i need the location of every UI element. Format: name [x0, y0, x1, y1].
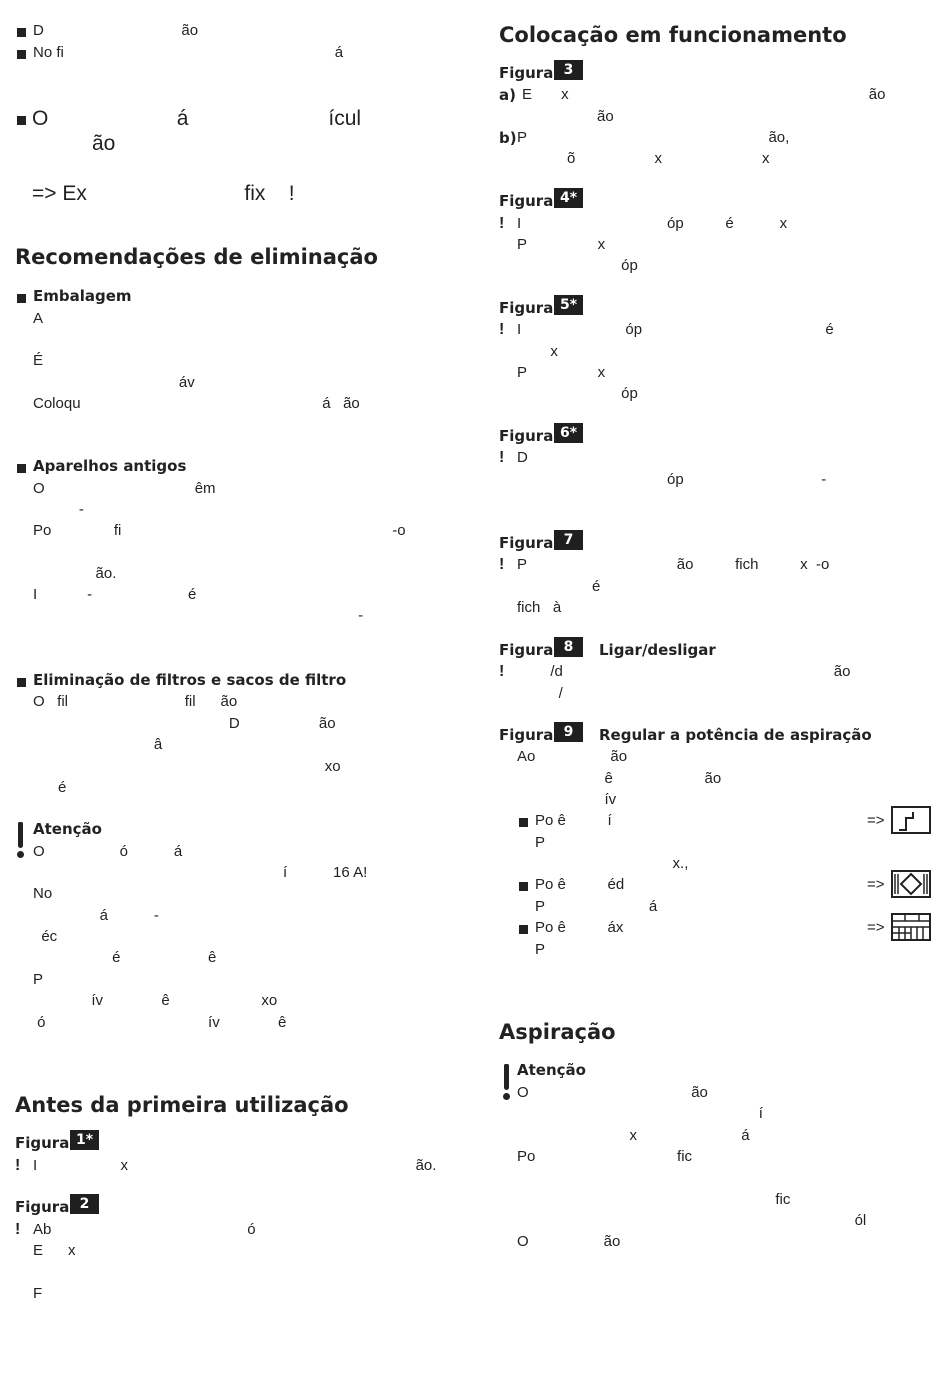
- attention-line: éc: [33, 928, 58, 945]
- exclamation-icon: !: [499, 663, 505, 680]
- power-option-line: P: [535, 834, 546, 851]
- old-devices-line: -: [33, 501, 84, 518]
- figure-number-badge: 2: [70, 1194, 99, 1214]
- vacuuming-title: Aspiração: [499, 1020, 616, 1044]
- figure-8-line: /d ão: [517, 663, 851, 680]
- figure-number-badge: 6*: [554, 423, 583, 443]
- attention-line: ól: [517, 1212, 867, 1229]
- power-option-line: Po ê í: [535, 812, 612, 829]
- packaging-heading: Embalagem: [33, 287, 132, 305]
- attention-line: á -: [33, 907, 159, 924]
- exclamation-icon: [15, 822, 27, 860]
- arrow: =>: [867, 919, 885, 936]
- figure-number-badge: 8: [554, 637, 583, 657]
- old-devices-line: ão.: [33, 565, 117, 582]
- figure-7-line: fich à: [517, 599, 562, 616]
- figure-8-line: /: [517, 685, 563, 702]
- figure-label: Figura: [499, 534, 554, 552]
- intro-hint: => Ex fix !: [32, 182, 295, 205]
- exclamation-icon: !: [15, 1157, 21, 1174]
- rug-icon: [891, 870, 931, 898]
- bullet: [519, 818, 528, 827]
- attention-line: í: [517, 1105, 763, 1122]
- figure-5-line: I óp é: [517, 321, 834, 338]
- filters-line: xo: [33, 758, 341, 775]
- old-devices-line: Po fi -o: [33, 522, 406, 539]
- step-b-line: õ x x: [517, 150, 770, 167]
- figure-4-line: I óp é x: [517, 215, 788, 232]
- figure-5-line: óp: [517, 385, 638, 402]
- filters-line: é: [33, 779, 67, 796]
- filters-line: D ão: [33, 715, 336, 732]
- bullet: [17, 294, 26, 303]
- figure-label: Figura: [499, 64, 554, 82]
- bullet: [17, 50, 26, 59]
- figure-9-line: ív: [517, 791, 617, 808]
- figure-label: Figura: [499, 427, 554, 445]
- intro-line-1: D ão: [33, 22, 199, 39]
- exclamation-icon: !: [499, 449, 505, 466]
- figure-6-line: D: [517, 449, 528, 466]
- attention-heading: Atenção: [33, 820, 102, 838]
- attention-line: ív ê xo: [33, 992, 278, 1009]
- attention-line: í 16 A!: [33, 864, 368, 881]
- figure-number-badge: 3: [554, 60, 583, 80]
- figure-number-badge: 5*: [554, 295, 583, 315]
- figure-5-line: P x: [517, 364, 606, 381]
- disposal-title: Recomendações de eliminação: [15, 245, 378, 269]
- floor-icon: [891, 913, 931, 941]
- curtain-icon: [891, 806, 931, 834]
- bullet: [519, 882, 528, 891]
- attention-line: x á: [517, 1127, 750, 1144]
- power-option-line: x.,: [535, 855, 689, 872]
- attention-line: Po fic: [517, 1148, 693, 1165]
- attention-line: P: [33, 971, 44, 988]
- figure-2-line: Ab ó: [33, 1221, 256, 1238]
- attention-line: ó ív ê: [33, 1014, 287, 1031]
- figure-number-badge: 4*: [554, 188, 583, 208]
- figure-number-badge: 9: [554, 722, 583, 742]
- figure-label: Figura: [499, 192, 554, 210]
- filters-line: O fil fil ão: [33, 693, 238, 710]
- figure-number-badge: 7: [554, 530, 583, 550]
- figure-label: Figura: [15, 1198, 70, 1216]
- exclamation-icon: !: [499, 321, 505, 338]
- packaging-line: áv: [33, 374, 195, 391]
- start-title: Colocação em funcionamento: [499, 23, 847, 47]
- exclamation-icon: !: [499, 556, 505, 573]
- intro-line-2: No fi á: [33, 44, 344, 61]
- figure-4-line: P x: [517, 236, 606, 253]
- filters-heading: Eliminação de filtros e sacos de filtro: [33, 671, 347, 689]
- step-a-label: a): [499, 86, 516, 104]
- power-option-line: Po ê éd: [535, 876, 625, 893]
- packaging-line: A: [33, 310, 44, 327]
- attention-line: O ão: [517, 1084, 708, 1101]
- step-a-line: E x ão: [522, 86, 886, 103]
- old-devices-line: O êm: [33, 480, 216, 497]
- old-devices-line: -: [33, 607, 364, 624]
- old-devices-line: I - é: [33, 586, 197, 603]
- attention-line: O ó á: [33, 843, 183, 860]
- bullet: [519, 925, 528, 934]
- figure-label: Figura: [499, 726, 554, 744]
- step-a-line: ão: [522, 108, 614, 125]
- attention-line: fic: [517, 1191, 791, 1208]
- figure-2-line: F: [33, 1285, 43, 1302]
- figure-7-line: é: [517, 578, 601, 595]
- intro-line-3: O á ícul: [32, 107, 362, 130]
- power-option-line: P: [535, 941, 546, 958]
- figure-8-title: Ligar/desligar: [599, 641, 716, 659]
- figure-1-line: I x ão.: [33, 1157, 437, 1174]
- intro-line-4: ão: [92, 132, 116, 155]
- old-devices-heading: Aparelhos antigos: [33, 457, 187, 475]
- power-option-line: P á: [535, 898, 658, 915]
- bullet: [17, 28, 26, 37]
- attention-line: O ão: [517, 1233, 621, 1250]
- bullet: [17, 116, 26, 125]
- bullet: [17, 464, 26, 473]
- packaging-line: Coloqu á ão: [33, 395, 360, 412]
- figure-9-line: ê ão: [517, 770, 722, 787]
- figure-2-line: E x: [33, 1242, 76, 1259]
- arrow: =>: [867, 876, 885, 893]
- exclamation-icon: !: [499, 215, 505, 232]
- exclamation-icon: [501, 1064, 513, 1102]
- arrow: =>: [867, 812, 885, 829]
- step-b-label: b): [499, 129, 517, 147]
- figure-6-line: óp -: [517, 471, 827, 488]
- first-use-title: Antes da primeira utilização: [15, 1093, 349, 1117]
- attention-line: é ê: [33, 949, 217, 966]
- figure-label: Figura: [15, 1134, 70, 1152]
- figure-7-line: P ão fich x -o: [517, 556, 830, 573]
- filters-line: â: [33, 736, 163, 753]
- figure-9-line: Ao ão: [517, 748, 628, 765]
- power-option-line: Po ê áx: [535, 919, 624, 936]
- step-b-line: P ão,: [517, 129, 790, 146]
- figure-number-badge: 1*: [70, 1130, 99, 1150]
- figure-label: Figura: [499, 299, 554, 317]
- bullet: [17, 678, 26, 687]
- packaging-line: É: [33, 352, 44, 369]
- figure-5-line: x: [517, 343, 558, 360]
- figure-4-line: óp: [517, 257, 638, 274]
- figure-9-title: Regular a potência de aspiração: [599, 726, 872, 744]
- attention-heading: Atenção: [517, 1061, 586, 1079]
- exclamation-icon: !: [15, 1221, 21, 1238]
- attention-line: No: [33, 885, 53, 902]
- figure-label: Figura: [499, 641, 554, 659]
